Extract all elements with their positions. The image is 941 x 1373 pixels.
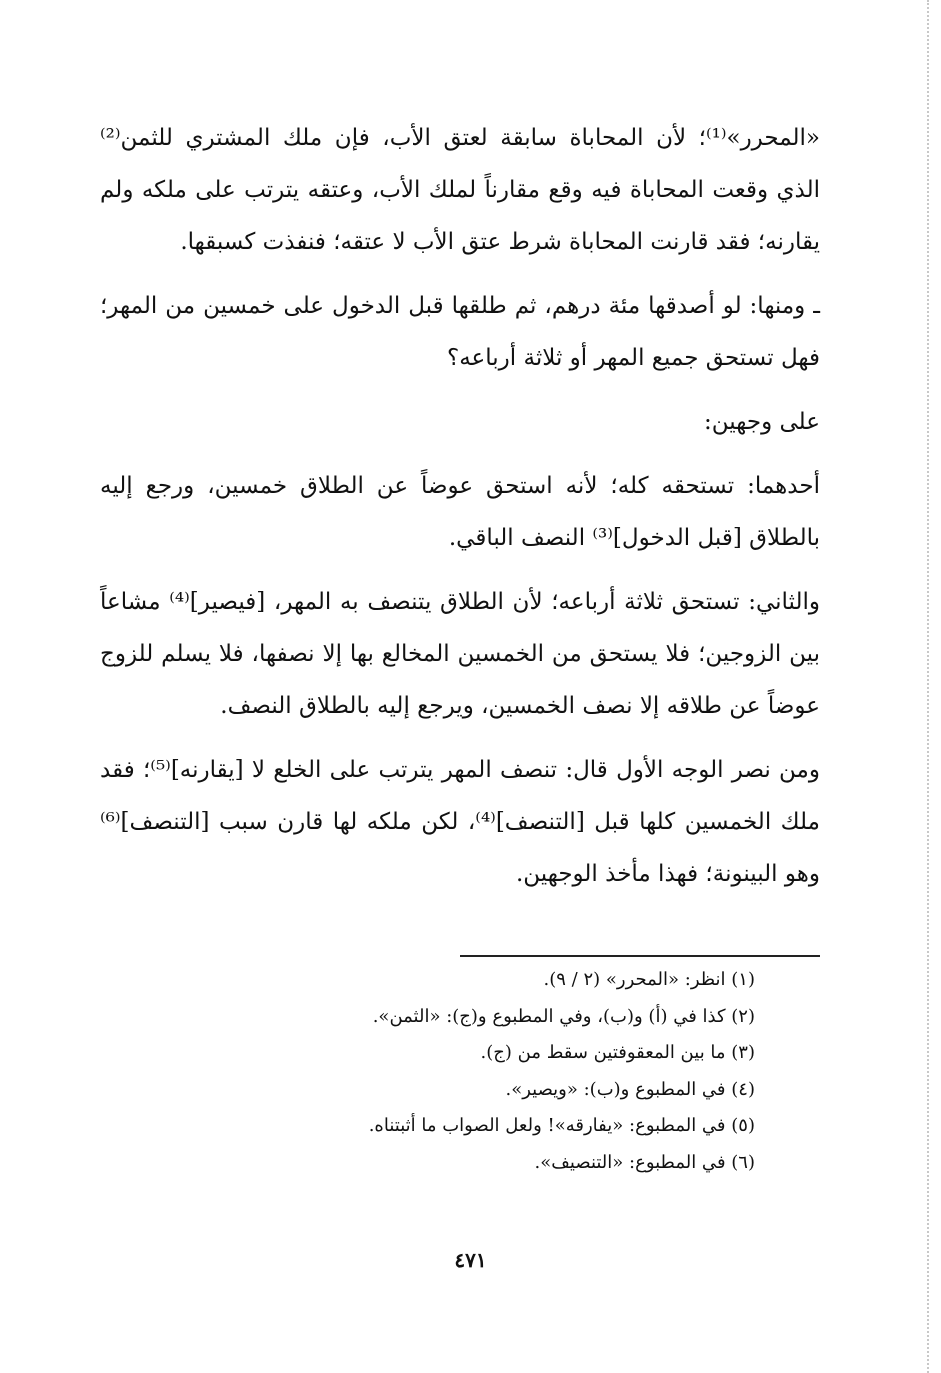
footnote-4: (٤) في المطبوع و(ب): «ويصير». (505, 1078, 755, 1100)
main-text (100, 112, 820, 912)
footnote-1: (١) انظر: «المحرر» (٢ / ٩). (543, 969, 755, 990)
page-number: ٤٧١ (454, 1248, 487, 1272)
footnote-3: (٣) ما بين المعقوفتين سقط من (ج). (480, 1042, 755, 1063)
paragraph-3: على وجهين: (704, 409, 820, 435)
paragraph-2: ـ ومنها: لو أصدقها مئة درهم، ثم طلقها قبل الدخول على خمسين من المهر؛ فهل تستحق جميع المهر أو ثلاثة أرباعه؟ (100, 293, 820, 371)
paragraph-6: ومن نصر الوجه الأول قال: تنصف المهر يترتب على الخلع لا [يقارنه]⁽⁵⁾؛ فقد ملك الخمسين كلها قبل [التنصف]⁽⁴⁾، لكن ملكه لها قارن سبب [التنصف]⁽⁶⁾ وهو البينونة؛ فهذا مأخذ الوجهين. (100, 757, 820, 887)
footnote-5: (٥) في المطبوع: «يفارقه»! ولعل الصواب ما أثبتناه. (368, 1115, 755, 1136)
footnotes (100, 962, 755, 1181)
footnote-separator (460, 955, 820, 957)
paragraph-5: والثاني: تستحق ثلاثة أرباعه؛ لأن الطلاق يتنصف به المهر، [فيصير]⁽⁴⁾ مشاعاً بين الزوجين؛ فلا يستحق من الخمسين المخالع بها إلا نصفها، فلا يسلم للزوج عوضاً عن طلاقه إلا نصف الخمسين، ويرجع إليه بالطلاق النصف. (100, 589, 820, 719)
paragraph-1: «المحرر»⁽¹⁾؛ لأن المحاباة سابقة لعتق الأب، فإن ملك المشتري للثمن⁽²⁾ الذي وقعت المحاباة فيه وقع مقارناً لملك الأب، وعتقه يترتب على ملكه ولم يقارنه؛ فقد قارنت المحاباة شرط عتق الأب لا عتقه؛ فنفذت كسبقها. (100, 125, 820, 255)
page-edge-dots (927, 0, 929, 1373)
footnote-6: (٦) في المطبوع: «التنصيف». (534, 1151, 755, 1173)
footnote-2: (٢) كذا في (أ) و(ب)، وفي المطبوع و(ج): «الثمن». (372, 1005, 755, 1027)
paragraph-4: أحدهما: تستحقه كله؛ لأنه استحق عوضاً عن الطلاق خمسين، ورجع إليه بالطلاق [قبل الدخول]⁽³⁾ النصف الباقي. (100, 473, 820, 551)
